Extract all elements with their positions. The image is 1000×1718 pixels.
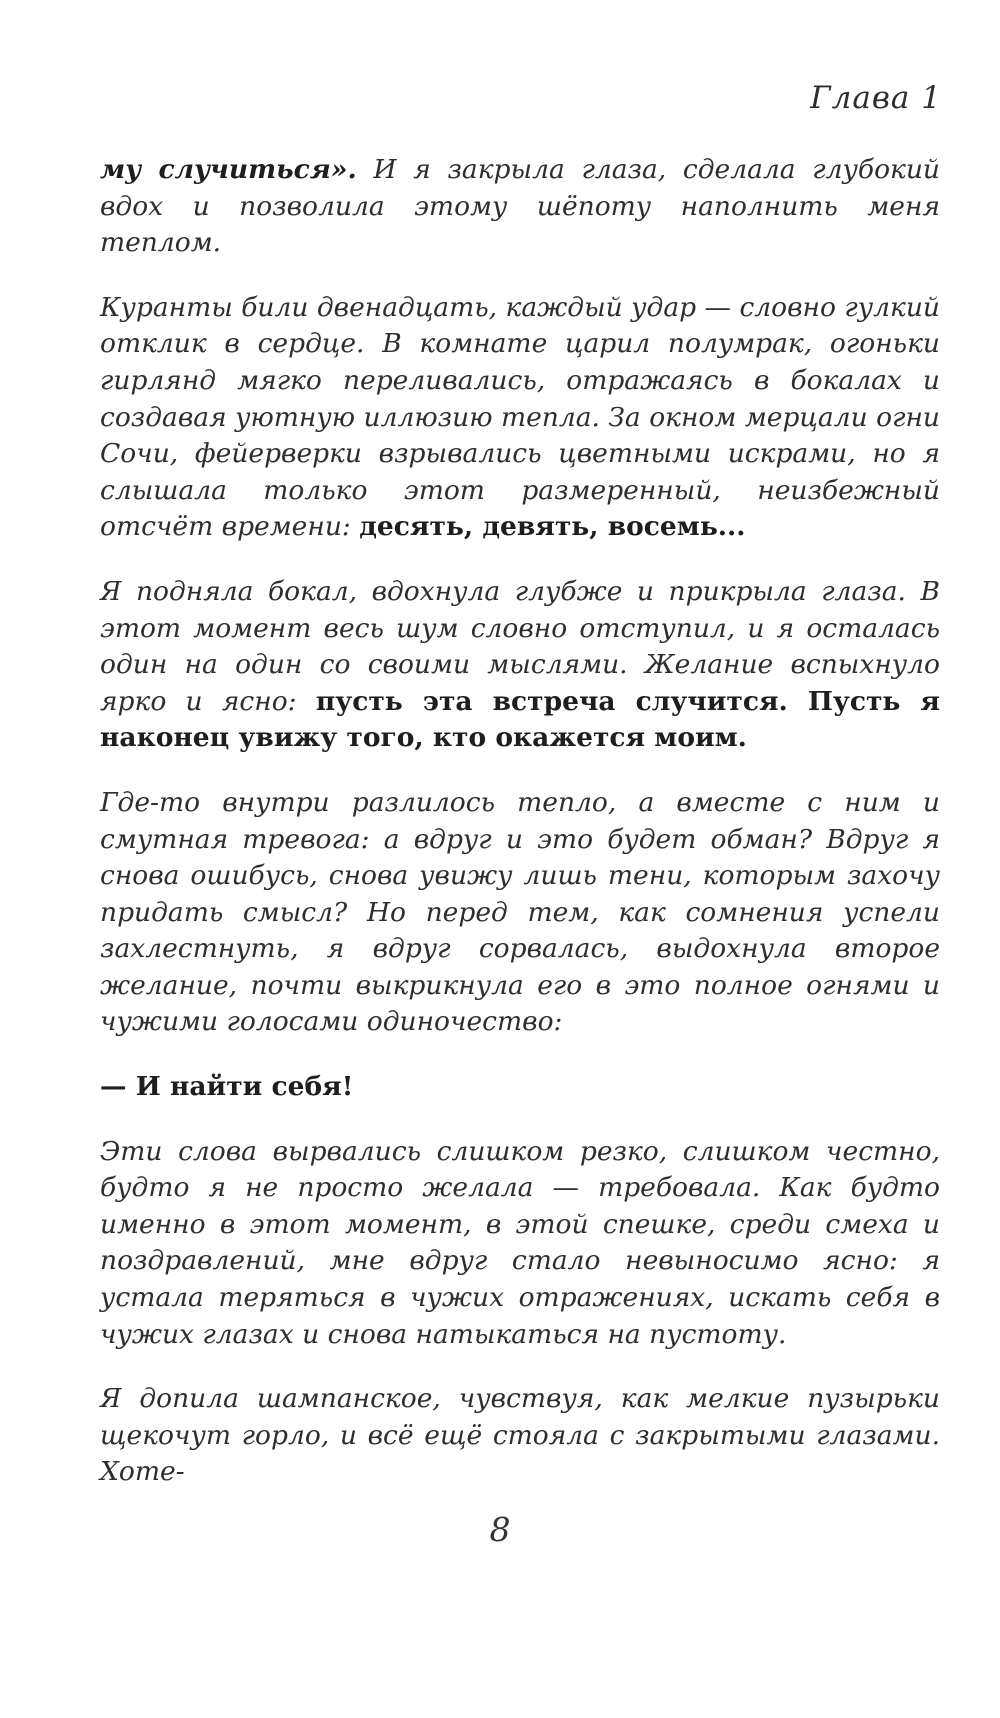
paragraph-4-text: Где-то внутри разлилось тепло, а вместе с ним и смутная тревога: а вдруг и это будет обман? Вдруг я снова ошибусь, снова увижу лишь тени, которым захочу придать смысл? Но перед тем, как сомнения успели захлестнуть, я вдруг сорвалась, выдохнула второе желание, почти выкрикнула его в это полное огнями и чужими голосами одиночество:: [100, 786, 940, 1038]
paragraph-3: [100, 574, 940, 757]
paragraph-1-text: И я закрыла глаза, сделала глубокий вдох и позволила этому шёпоту наполнить меня теплом.: [100, 154, 940, 259]
page-number: 8: [489, 1510, 511, 1549]
dialog-line: [100, 1069, 940, 1106]
paragraph-6-text: Эти слова вырвались слишком резко, слишком честно, будто я не просто желала — требовала. Как будто именно в этот момент, в этой спешке, среди смеха и поздравлений, мне вдруг стало невыносимо ясно: я устала теряться в чужих отражениях, искать себя в чужих глазах и снова натыкаться на пустоту.: [100, 1135, 940, 1350]
paragraph-2-text: Куранты били двенадцать, каждый удар — словно гулкий отклик в сердце. В комнате царил полумрак, огоньки гирлянд мягко переливались, отражаясь в бокалах и создавая уютную иллюзию тепла. За окном мерцали огни Сочи, фейерверки взрывались цветными искрами, но я слышала только этот размеренный, неизбежный отсчёт времени:: [100, 291, 940, 543]
paragraph-2: [100, 290, 940, 546]
paragraph-3-bold-end: пусть эта встреча случится. Пусть я наконец увижу того, кто окажется моим.: [100, 685, 941, 754]
dialog-line-text: — И найти себя!: [100, 1071, 354, 1103]
paragraph-1-bold-start: му случиться».: [100, 154, 357, 185]
paragraph-4: [100, 785, 940, 1041]
paragraph-3-text: Я подняла бокал, вдохнула глубже и прикрыла глаза. В этот момент весь шум словно отступил, и я осталась один на один со своими мыслями. Желание вспыхнуло ярко и ясно:: [100, 575, 940, 717]
paragraph-7-text: Я допила шампанское, чувствуя, как мелкие пузырьки щекочут горло, и всё ещё стояла с закрытыми глазами. Хоте-: [100, 1383, 940, 1488]
running-head: Глава 1: [810, 80, 942, 116]
paragraph-7: [100, 1381, 940, 1491]
paragraph-6: [100, 1134, 940, 1354]
body-text: [100, 152, 940, 1519]
paragraph-1: [100, 152, 940, 262]
paragraph-2-bold-end: десять, девять, восемь...: [359, 511, 746, 543]
